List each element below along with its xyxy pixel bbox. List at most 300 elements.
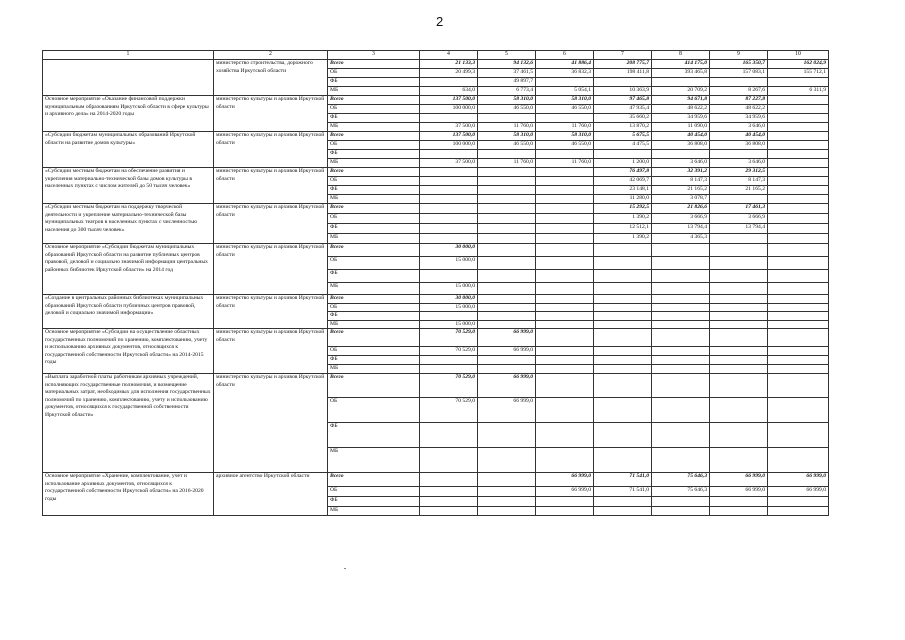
- amount-cell: 11 760,0: [536, 159, 594, 168]
- amount-cell: [536, 150, 594, 159]
- measure-name-cell: Основное мероприятие «Хранение, комплектование, учет и использование архивных документов, относящихся к государственной собственности Иркутской области» на 2016-2020 годы: [43, 473, 214, 516]
- amount-cell: [768, 234, 829, 244]
- amount-cell: 15 000,0: [420, 320, 478, 329]
- amount-cell: [420, 177, 478, 186]
- amount-cell: [768, 105, 829, 114]
- executor-cell: министерство культуры и архивов Иркутской области: [214, 244, 328, 295]
- amount-cell: [420, 487, 478, 497]
- amount-cell: [594, 448, 652, 473]
- amount-cell: 10 363,9: [594, 87, 652, 96]
- amount-cell: 11 090,0: [652, 123, 710, 132]
- funding-source-cell: ОБ: [328, 177, 420, 186]
- amount-cell: [710, 312, 768, 321]
- amount-cell: [768, 224, 829, 234]
- amount-cell: [536, 283, 594, 295]
- amount-cell: [536, 374, 594, 398]
- executor-cell: министерство культуры и архивов Иркутской области: [214, 295, 328, 329]
- executor-cell: министерство культуры и архивов Иркутской области: [214, 374, 328, 473]
- amount-cell: [420, 312, 478, 321]
- amount-cell: [478, 312, 536, 321]
- measure-name-cell: «Выплата заработной платы работникам архивных учреждений, исполняющих государственные полномочия, и возмещение материальных затрат, необходимых для исполнения государственных полномочий по хранению, комплектованию, учету и использованию документов, относящихся к государственной собственности Иркутской области»: [43, 374, 214, 473]
- amount-cell: [768, 177, 829, 186]
- amount-cell: 36 808,0: [652, 141, 710, 150]
- amount-cell: 66 999,0: [478, 398, 536, 423]
- amount-cell: 21 826,6: [652, 204, 710, 214]
- amount-cell: 5 054,1: [536, 87, 594, 96]
- amount-cell: [536, 270, 594, 283]
- amount-cell: [768, 186, 829, 195]
- measure-name-cell: Основное мероприятие «Оказание финансовой поддержки муниципальным образованиям Иркутской области в сфере культуры и архивного дела» на 2014-2020 годы: [43, 96, 214, 132]
- amount-cell: [652, 270, 710, 283]
- amount-cell: [768, 159, 829, 168]
- amount-cell: [768, 347, 829, 356]
- amount-cell: [594, 303, 652, 312]
- measure-name-cell: «Субсидии бюджетам муниципальных образований Иркутской области на развитие домов культуры»: [43, 132, 214, 168]
- amount-cell: 46 550,0: [478, 141, 536, 150]
- table-row: [43, 244, 829, 257]
- amount-cell: 20 499,3: [420, 69, 478, 78]
- amount-cell: [768, 96, 829, 105]
- measure-name-cell: Основное мероприятие «Субсидии на осуществление областных государственных полномочий по хранению, комплектованию, учету и использованию архивных документов, относящихся к государственной собственности Иркутской области» на 2014-2015 годы: [43, 329, 214, 374]
- amount-cell: [710, 398, 768, 423]
- amount-cell: [768, 374, 829, 398]
- amount-cell: [768, 423, 829, 448]
- amount-cell: [652, 78, 710, 87]
- amount-cell: [652, 374, 710, 398]
- funding-source-cell: МБ: [328, 365, 420, 374]
- amount-cell: [768, 507, 829, 516]
- header-cell: 8: [652, 51, 710, 60]
- amount-cell: [536, 234, 594, 244]
- amount-cell: [652, 448, 710, 473]
- amount-cell: 70 529,0: [420, 398, 478, 423]
- header-cell: 4: [420, 51, 478, 60]
- executor-cell: министерство культуры и архивов Иркутской области: [214, 329, 328, 374]
- executor-cell: министерство культуры и архивов Иркутской области: [214, 168, 328, 204]
- amount-cell: [652, 283, 710, 295]
- amount-cell: [710, 257, 768, 270]
- amount-cell: [478, 497, 536, 507]
- amount-cell: [420, 507, 478, 516]
- amount-cell: [420, 204, 478, 214]
- amount-cell: [478, 356, 536, 365]
- amount-cell: [594, 320, 652, 329]
- amount-cell: 3 666,9: [710, 214, 768, 224]
- amount-cell: 23 148,1: [594, 186, 652, 195]
- amount-cell: [768, 204, 829, 214]
- amount-cell: 41 886,4: [536, 60, 594, 69]
- amount-cell: 37 500,0: [420, 123, 478, 132]
- header-cell: 9: [710, 51, 768, 60]
- amount-cell: [652, 295, 710, 304]
- amount-cell: 137 500,0: [420, 96, 478, 105]
- amount-cell: [420, 224, 478, 234]
- amount-cell: 198 411,8: [594, 69, 652, 78]
- amount-cell: [536, 448, 594, 473]
- amount-cell: [536, 329, 594, 347]
- amount-cell: 3 666,9: [652, 214, 710, 224]
- amount-cell: 40 454,0: [652, 132, 710, 141]
- amount-cell: 1 390,2: [594, 234, 652, 244]
- funding-source-cell: МБ: [328, 507, 420, 516]
- amount-cell: [710, 347, 768, 356]
- funding-source-cell: ОБ: [328, 487, 420, 497]
- amount-cell: [594, 295, 652, 304]
- header-cell: 5: [478, 51, 536, 60]
- amount-cell: 1 390,2: [594, 214, 652, 224]
- table-row: [43, 60, 829, 69]
- amount-cell: 15 292,5: [594, 204, 652, 214]
- funding-source-cell: Всего: [328, 374, 420, 398]
- funding-source-cell: МБ: [328, 195, 420, 204]
- funding-source-cell: ОБ: [328, 398, 420, 423]
- amount-cell: 17 461,3: [710, 204, 768, 214]
- amount-cell: 40 454,0: [710, 132, 768, 141]
- amount-cell: [536, 195, 594, 204]
- amount-cell: [594, 257, 652, 270]
- amount-cell: [420, 234, 478, 244]
- amount-cell: [478, 448, 536, 473]
- amount-cell: [536, 204, 594, 214]
- amount-cell: [652, 329, 710, 347]
- amount-cell: [710, 320, 768, 329]
- amount-cell: 66 999,0: [478, 347, 536, 356]
- amount-cell: 71 541,0: [594, 487, 652, 497]
- amount-cell: [710, 329, 768, 347]
- amount-cell: [768, 168, 829, 177]
- amount-cell: 58 310,0: [478, 96, 536, 105]
- executor-cell: министерство культуры и архивов Иркутской области: [214, 204, 328, 244]
- amount-cell: 6 773,4: [478, 87, 536, 96]
- amount-cell: [478, 244, 536, 257]
- amount-cell: [536, 257, 594, 270]
- amount-cell: [420, 195, 478, 204]
- amount-cell: 37 500,0: [420, 159, 478, 168]
- funding-source-cell: МБ: [328, 159, 420, 168]
- amount-cell: [710, 497, 768, 507]
- scan-speck: [344, 568, 346, 569]
- amount-cell: [652, 312, 710, 321]
- amount-cell: 414 175,0: [652, 60, 710, 69]
- amount-cell: [478, 214, 536, 224]
- amount-cell: 3 646,0: [710, 123, 768, 132]
- amount-cell: [536, 320, 594, 329]
- funding-source-cell: ОБ: [328, 105, 420, 114]
- amount-cell: [478, 224, 536, 234]
- amount-cell: [710, 295, 768, 304]
- funding-source-cell: ФБ: [328, 423, 420, 448]
- amount-cell: [652, 398, 710, 423]
- funding-source-cell: ОБ: [328, 214, 420, 224]
- amount-cell: [768, 312, 829, 321]
- amount-cell: [710, 234, 768, 244]
- amount-cell: [536, 507, 594, 516]
- amount-cell: 75 646,3: [652, 473, 710, 487]
- amount-cell: [768, 150, 829, 159]
- amount-cell: 12 512,1: [594, 224, 652, 234]
- amount-cell: 13 870,2: [594, 123, 652, 132]
- header-row: [43, 51, 829, 60]
- amount-cell: [420, 497, 478, 507]
- amount-cell: [594, 356, 652, 365]
- amount-cell: 4 475,5: [594, 141, 652, 150]
- amount-cell: [594, 398, 652, 423]
- amount-cell: [652, 244, 710, 257]
- amount-cell: 94 132,6: [478, 60, 536, 69]
- amount-cell: [420, 365, 478, 374]
- funding-source-cell: ФБ: [328, 356, 420, 365]
- amount-cell: [594, 150, 652, 159]
- amount-cell: 48 622,2: [710, 105, 768, 114]
- amount-cell: [594, 329, 652, 347]
- amount-cell: 75 646,3: [652, 487, 710, 497]
- amount-cell: 58 310,0: [536, 132, 594, 141]
- amount-cell: [652, 150, 710, 159]
- amount-cell: [768, 257, 829, 270]
- table-row: [43, 374, 829, 398]
- funding-source-cell: Всего: [328, 244, 420, 257]
- amount-cell: [768, 214, 829, 224]
- amount-cell: [478, 303, 536, 312]
- amount-cell: [768, 78, 829, 87]
- amount-cell: 34 959,6: [710, 114, 768, 123]
- amount-cell: 46 550,0: [536, 141, 594, 150]
- page-number: 2: [436, 14, 444, 29]
- amount-cell: 4 365,3: [652, 234, 710, 244]
- amount-cell: [594, 283, 652, 295]
- amount-cell: [420, 423, 478, 448]
- amount-cell: 58 310,0: [536, 96, 594, 105]
- amount-cell: 165 350,7: [710, 60, 768, 69]
- amount-cell: [478, 186, 536, 195]
- funding-source-cell: ФБ: [328, 497, 420, 507]
- budget-table: [42, 50, 829, 516]
- amount-cell: [536, 303, 594, 312]
- funding-source-cell: ФБ: [328, 224, 420, 234]
- amount-cell: [478, 234, 536, 244]
- table-row: [43, 295, 829, 304]
- amount-cell: 29 312,5: [710, 168, 768, 177]
- amount-cell: [478, 168, 536, 177]
- amount-cell: [420, 168, 478, 177]
- funding-source-cell: МБ: [328, 448, 420, 473]
- amount-cell: [652, 497, 710, 507]
- amount-cell: [768, 320, 829, 329]
- table-row: [43, 329, 829, 347]
- amount-cell: 42 069,7: [594, 177, 652, 186]
- amount-cell: 5 675,5: [594, 132, 652, 141]
- amount-cell: [768, 398, 829, 423]
- amount-cell: 162 024,9: [768, 60, 829, 69]
- funding-source-cell: МБ: [328, 283, 420, 295]
- amount-cell: [420, 150, 478, 159]
- amount-cell: 34 959,6: [652, 114, 710, 123]
- amount-cell: [478, 295, 536, 304]
- amount-cell: 8 267,6: [710, 87, 768, 96]
- amount-cell: [536, 78, 594, 87]
- amount-cell: 393 465,8: [652, 69, 710, 78]
- amount-cell: 87 227,8: [710, 96, 768, 105]
- amount-cell: [420, 448, 478, 473]
- executor-cell: министерство культуры и архивов Иркутской области: [214, 96, 328, 132]
- funding-source-cell: МБ: [328, 234, 420, 244]
- amount-cell: 15 000,0: [420, 283, 478, 295]
- amount-cell: [478, 365, 536, 374]
- amount-cell: 30 000,0: [420, 295, 478, 304]
- amount-cell: [420, 186, 478, 195]
- amount-cell: 46 550,0: [478, 105, 536, 114]
- amount-cell: [536, 312, 594, 321]
- amount-cell: [420, 78, 478, 87]
- table-row: [43, 132, 829, 141]
- amount-cell: 66 999,0: [478, 329, 536, 347]
- funding-source-cell: ОБ: [328, 257, 420, 270]
- amount-cell: [478, 195, 536, 204]
- amount-cell: 76 497,8: [594, 168, 652, 177]
- funding-source-cell: Всего: [328, 96, 420, 105]
- amount-cell: [710, 356, 768, 365]
- table-row: [43, 96, 829, 105]
- amount-cell: 15 000,0: [420, 257, 478, 270]
- amount-cell: 32 391,2: [652, 168, 710, 177]
- amount-cell: 66 999,0: [710, 487, 768, 497]
- amount-cell: [478, 270, 536, 283]
- amount-cell: 8 147,3: [652, 177, 710, 186]
- amount-cell: 21 165,2: [710, 186, 768, 195]
- amount-cell: [768, 114, 829, 123]
- amount-cell: [536, 347, 594, 356]
- amount-cell: 36 832,3: [536, 69, 594, 78]
- amount-cell: [768, 356, 829, 365]
- amount-cell: [710, 423, 768, 448]
- amount-cell: 11 760,0: [478, 159, 536, 168]
- amount-cell: 15 000,0: [420, 303, 478, 312]
- header-cell: 7: [594, 51, 652, 60]
- amount-cell: 70 529,0: [420, 374, 478, 398]
- table-row: [43, 204, 829, 214]
- amount-cell: 35 660,2: [594, 114, 652, 123]
- amount-cell: 48 622,2: [652, 105, 710, 114]
- amount-cell: 66 999,0: [768, 473, 829, 487]
- amount-cell: [478, 257, 536, 270]
- amount-cell: [594, 497, 652, 507]
- amount-cell: [536, 214, 594, 224]
- measure-name-cell: «Создание в центральных районных библиотеках муниципальных образований Иркутской области публичных центров правовой, деловой и социально значимой информации»: [43, 295, 214, 329]
- executor-cell: министерство культуры и архивов Иркутской области: [214, 132, 328, 168]
- header-cell: 6: [536, 51, 594, 60]
- amount-cell: 66 999,0: [536, 473, 594, 487]
- amount-cell: [768, 365, 829, 374]
- amount-cell: [478, 507, 536, 516]
- amount-cell: [536, 365, 594, 374]
- measure-name-cell: «Субсидии местным бюджетам на поддержку творческой деятельности и укрепление материально-технической базы муниципальных театров в населенных пунктах с численностью населения до 300 тысяч человек»: [43, 204, 214, 244]
- executor-cell: министерство строительства, дорожного хозяйства Иркутской области: [214, 60, 328, 96]
- amount-cell: 100 000,0: [420, 105, 478, 114]
- amount-cell: [478, 177, 536, 186]
- amount-cell: 47 935,4: [594, 105, 652, 114]
- amount-cell: 66 999,0: [768, 487, 829, 497]
- funding-source-cell: ФБ: [328, 270, 420, 283]
- amount-cell: [594, 365, 652, 374]
- amount-cell: [710, 244, 768, 257]
- funding-source-cell: Всего: [328, 329, 420, 347]
- amount-cell: 20 709,2: [652, 87, 710, 96]
- amount-cell: 66 999,0: [536, 487, 594, 497]
- amount-cell: 3 646,0: [710, 159, 768, 168]
- header-cell: 1: [43, 51, 214, 60]
- amount-cell: [594, 423, 652, 448]
- amount-cell: [594, 374, 652, 398]
- amount-cell: [652, 257, 710, 270]
- amount-cell: 3 646,0: [652, 159, 710, 168]
- amount-cell: [594, 312, 652, 321]
- amount-cell: 11 760,0: [478, 123, 536, 132]
- amount-cell: [768, 132, 829, 141]
- funding-source-cell: ФБ: [328, 186, 420, 195]
- funding-source-cell: Всего: [328, 295, 420, 304]
- amount-cell: 36 808,0: [710, 141, 768, 150]
- amount-cell: [536, 244, 594, 257]
- amount-cell: [478, 114, 536, 123]
- amount-cell: [652, 347, 710, 356]
- funding-source-cell: ФБ: [328, 114, 420, 123]
- amount-cell: 66 999,0: [710, 473, 768, 487]
- amount-cell: 70 529,0: [420, 347, 478, 356]
- measure-name-cell: Основное мероприятие «Субсидии бюджетам муниципальных образований Иркутской области на развитие публичных центров правовой, деловой и социально значимой информации центральных районных библиотек Иркутской области» на 2014 год: [43, 244, 214, 295]
- amount-cell: [768, 303, 829, 312]
- amount-cell: 46 550,0: [536, 105, 594, 114]
- amount-cell: 97 465,8: [594, 96, 652, 105]
- amount-cell: 21 165,2: [652, 186, 710, 195]
- amount-cell: 70 529,0: [420, 329, 478, 347]
- funding-source-cell: Всего: [328, 204, 420, 214]
- amount-cell: [536, 114, 594, 123]
- amount-cell: 11 280,0: [594, 195, 652, 204]
- header-cell: 2: [214, 51, 328, 60]
- amount-cell: [710, 150, 768, 159]
- amount-cell: [710, 303, 768, 312]
- amount-cell: [420, 270, 478, 283]
- amount-cell: [768, 295, 829, 304]
- amount-cell: [536, 398, 594, 423]
- amount-cell: [478, 150, 536, 159]
- header-cell: 10: [768, 51, 829, 60]
- funding-source-cell: ОБ: [328, 141, 420, 150]
- measure-name-cell: [43, 60, 214, 96]
- amount-cell: [768, 270, 829, 283]
- funding-source-cell: МБ: [328, 87, 420, 96]
- funding-source-cell: Всего: [328, 168, 420, 177]
- amount-cell: 6 311,9: [768, 87, 829, 96]
- amount-cell: 634,0: [420, 87, 478, 96]
- amount-cell: 1 200,0: [594, 159, 652, 168]
- amount-cell: 3 078,7: [652, 195, 710, 204]
- amount-cell: [652, 423, 710, 448]
- amount-cell: [478, 320, 536, 329]
- amount-cell: [536, 356, 594, 365]
- amount-cell: [710, 195, 768, 204]
- amount-cell: [710, 283, 768, 295]
- funding-source-cell: Всего: [328, 60, 420, 69]
- amount-cell: [652, 303, 710, 312]
- amount-cell: [478, 204, 536, 214]
- amount-cell: 208 775,7: [594, 60, 652, 69]
- amount-cell: [768, 244, 829, 257]
- amount-cell: 21 133,3: [420, 60, 478, 69]
- amount-cell: [652, 320, 710, 329]
- funding-source-cell: МБ: [328, 320, 420, 329]
- table-row: [43, 168, 829, 177]
